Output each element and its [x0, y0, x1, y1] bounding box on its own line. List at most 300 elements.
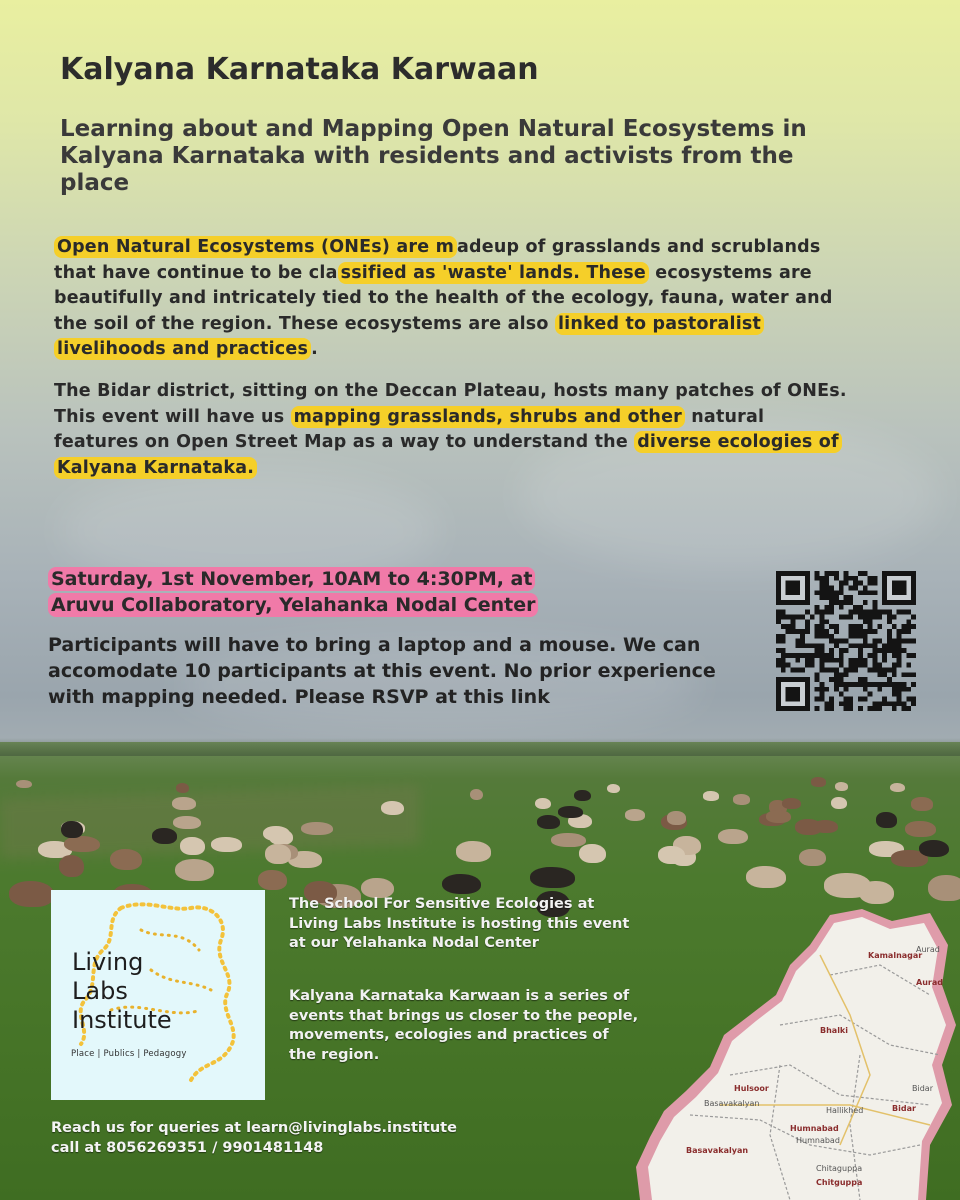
- qr-module: [790, 653, 795, 658]
- qr-module: [911, 614, 916, 619]
- highlight-text: linked to pastoralist livelihoods and practices: [54, 313, 764, 361]
- sheep: [890, 783, 905, 792]
- qr-module: [844, 600, 849, 605]
- qr-module: [897, 610, 902, 615]
- qr-module: [781, 614, 786, 619]
- map-label-basavakalyan: Basavakalyan: [686, 1146, 749, 1155]
- qr-module: [805, 624, 810, 629]
- map-label-hallikhed: Hallikhed: [826, 1106, 864, 1115]
- qr-module: [906, 610, 911, 615]
- qr-module: [858, 581, 863, 586]
- qr-module: [877, 614, 882, 619]
- qr-module: [892, 624, 897, 629]
- qr-module: [834, 643, 839, 648]
- qr-module: [829, 706, 834, 711]
- qr-module: [863, 639, 868, 644]
- qr-module: [834, 668, 839, 673]
- qr-module: [897, 634, 902, 639]
- qr-module: [848, 682, 853, 687]
- highlight-text: ssified as 'waste' lands. These: [338, 262, 649, 284]
- qr-module: [873, 610, 878, 615]
- qr-module: [873, 581, 878, 586]
- qr-module: [844, 687, 849, 692]
- qr-module: [795, 643, 800, 648]
- qr-module: [815, 697, 820, 702]
- qr-module: [853, 610, 858, 615]
- qr-module: [863, 634, 868, 639]
- qr-module: [868, 576, 873, 581]
- qr-module: [882, 668, 887, 673]
- qr-module: [839, 653, 844, 658]
- qr-module: [824, 653, 829, 658]
- event-datetime: [48, 566, 668, 618]
- qr-module: [897, 643, 902, 648]
- qr-module: [853, 668, 858, 673]
- qr-module: [858, 648, 863, 653]
- qr-finder-pattern: [786, 581, 800, 595]
- qr-module: [844, 571, 849, 576]
- qr-module: [897, 701, 902, 706]
- qr-module: [887, 614, 892, 619]
- sheep: [795, 819, 822, 835]
- qr-module: [853, 585, 858, 590]
- qr-module: [858, 610, 863, 615]
- qr-module: [863, 600, 868, 605]
- qr-module: [868, 643, 873, 648]
- qr-module: [844, 668, 849, 673]
- qr-module: [824, 585, 829, 590]
- qr-module: [844, 682, 849, 687]
- qr-module: [858, 682, 863, 687]
- qr-module: [800, 639, 805, 644]
- qr-module: [781, 634, 786, 639]
- qr-module: [800, 634, 805, 639]
- qr-module: [863, 590, 868, 595]
- qr-module: [819, 585, 824, 590]
- qr-module: [839, 590, 844, 595]
- qr-module: [911, 701, 916, 706]
- qr-module: [834, 658, 839, 663]
- qr-module: [824, 634, 829, 639]
- qr-module: [897, 682, 902, 687]
- qr-module: [906, 619, 911, 624]
- qr-module: [819, 595, 824, 600]
- qr-module: [858, 658, 863, 663]
- qr-module: [911, 672, 916, 677]
- qr-module: [911, 682, 916, 687]
- qr-module: [911, 653, 916, 658]
- qr-module: [848, 585, 853, 590]
- qr-module: [868, 614, 873, 619]
- qr-module: [800, 653, 805, 658]
- qr-module: [858, 624, 863, 629]
- qr-module: [902, 701, 907, 706]
- qr-module: [902, 648, 907, 653]
- qr-module: [781, 653, 786, 658]
- qr-module: [829, 658, 834, 663]
- qr-module: [829, 571, 834, 576]
- qr-module: [790, 629, 795, 634]
- sheep: [59, 855, 85, 877]
- qr-module: [882, 658, 887, 663]
- qr-module: [805, 619, 810, 624]
- paragraph-text: natural features on Open Street Map as a way to understand the: [54, 406, 765, 452]
- sheep: [269, 829, 294, 845]
- qr-module: [906, 624, 911, 629]
- qr-module: [873, 682, 878, 687]
- sheep: [456, 841, 491, 861]
- qr-module: [848, 668, 853, 673]
- qr-module: [800, 629, 805, 634]
- qr-module: [877, 701, 882, 706]
- qr-module: [839, 672, 844, 677]
- qr-module: [839, 692, 844, 697]
- qr-module: [819, 610, 824, 615]
- qr-module: [858, 590, 863, 595]
- qr-module: [873, 648, 878, 653]
- logo-wordmark: [72, 948, 172, 1035]
- qr-module: [892, 706, 897, 711]
- sheep: [746, 866, 786, 888]
- sheep: [718, 829, 747, 844]
- qr-module: [863, 697, 868, 702]
- qr-module: [863, 585, 868, 590]
- qr-module: [815, 648, 820, 653]
- qr-module: [810, 643, 815, 648]
- qr-module: [868, 610, 873, 615]
- qr-module: [882, 653, 887, 658]
- sheep: [301, 822, 333, 835]
- paragraph-text: .: [311, 339, 318, 359]
- qr-module: [873, 605, 878, 610]
- qr-module: [819, 581, 824, 586]
- map-label-chitaguppa-town: Chitaguppa: [816, 1164, 863, 1173]
- map-label-basavakalyan-town: Basavakalyan: [704, 1099, 760, 1108]
- map-label-humnabad: Humnabad: [790, 1124, 839, 1133]
- qr-module: [853, 682, 858, 687]
- contact-phone-line[interactable]: call at 8056269351 / 9901481148: [51, 1140, 324, 1156]
- qr-module: [848, 634, 853, 639]
- qr-module: [873, 590, 878, 595]
- qr-module: [906, 629, 911, 634]
- qr-module: [902, 687, 907, 692]
- qr-module: [834, 677, 839, 682]
- qr-module: [853, 643, 858, 648]
- qr-module: [824, 610, 829, 615]
- qr-module: [868, 590, 873, 595]
- qr-module: [795, 639, 800, 644]
- sheep: [876, 812, 897, 827]
- contact-email-line[interactable]: Reach us for queries at learn@livinglabs.institute: [51, 1120, 457, 1136]
- qr-module: [790, 619, 795, 624]
- qr-module: [897, 639, 902, 644]
- qr-module: [795, 653, 800, 658]
- logo-tagline: Place | Publics | Pedagogy: [71, 1049, 187, 1059]
- qr-module: [844, 648, 849, 653]
- qr-module: [839, 585, 844, 590]
- qr-module: [877, 706, 882, 711]
- qr-module: [815, 687, 820, 692]
- page-title: Kalyana Karnataka Karwaan: [60, 52, 539, 87]
- map-label-hulsoor: Hulsoor: [734, 1084, 769, 1093]
- qr-module: [848, 595, 853, 600]
- qr-module: [781, 610, 786, 615]
- qr-module: [815, 706, 820, 711]
- sheep: [625, 809, 645, 820]
- qr-module: [800, 643, 805, 648]
- qr-module: [906, 672, 911, 677]
- treeline: [0, 738, 960, 756]
- qr-module: [781, 663, 786, 668]
- qr-module: [848, 614, 853, 619]
- qr-module: [906, 687, 911, 692]
- qr-module: [868, 581, 873, 586]
- qr-module: [781, 668, 786, 673]
- qr-module: [863, 571, 868, 576]
- sheep: [442, 874, 481, 895]
- qr-module: [819, 619, 824, 624]
- qr-module: [892, 648, 897, 653]
- qr-module: [902, 629, 907, 634]
- qr-module: [887, 643, 892, 648]
- qr-module: [815, 590, 820, 595]
- qr-module: [911, 639, 916, 644]
- series-description: Kalyana Karnataka Karwaan is a series of events that brings us closer to the people, movements, ecologies and practices of the region.: [289, 988, 639, 1063]
- sheep: [180, 837, 205, 855]
- qr-module: [800, 668, 805, 673]
- qr-module: [781, 624, 786, 629]
- qr-module: [868, 624, 873, 629]
- qr-module: [776, 634, 781, 639]
- sheep: [258, 870, 287, 890]
- map-label-humnabad-town: Humnabad: [796, 1136, 840, 1145]
- qr-module: [897, 653, 902, 658]
- sheep: [470, 789, 484, 801]
- qr-module: [897, 697, 902, 702]
- qr-module: [853, 624, 858, 629]
- qr-finder-pattern: [786, 687, 800, 701]
- sheep: [16, 780, 31, 789]
- qr-module: [819, 697, 824, 702]
- page-subtitle: Learning about and Mapping Open Natural Ecosystems in Kalyana Karnataka with residents and activists from the place: [60, 116, 807, 196]
- qr-module: [819, 668, 824, 673]
- qr-module: [848, 663, 853, 668]
- qr-module: [848, 706, 853, 711]
- qr-module: [829, 624, 834, 629]
- sheep: [905, 821, 936, 837]
- qr-module: [824, 571, 829, 576]
- qr-module: [776, 648, 781, 653]
- qr-module: [834, 682, 839, 687]
- qr-module: [844, 672, 849, 677]
- qr-module: [873, 600, 878, 605]
- qr-module: [863, 658, 868, 663]
- qr-module: [815, 672, 820, 677]
- qr-module: [887, 701, 892, 706]
- qr-module: [882, 682, 887, 687]
- qr-module: [906, 697, 911, 702]
- qr-module: [844, 706, 849, 711]
- qr-module: [824, 590, 829, 595]
- qr-module: [882, 701, 887, 706]
- qr-module: [892, 701, 897, 706]
- qr-module: [810, 658, 815, 663]
- qr-module: [824, 581, 829, 586]
- qr-module: [824, 668, 829, 673]
- qr-module: [863, 663, 868, 668]
- qr-module: [858, 697, 863, 702]
- qr-module: [873, 706, 878, 711]
- qr-module: [844, 614, 849, 619]
- qr-module: [829, 634, 834, 639]
- qr-module: [887, 639, 892, 644]
- qr-module: [882, 672, 887, 677]
- sheep: [831, 797, 847, 809]
- sheep: [607, 784, 620, 793]
- sheep: [61, 821, 82, 839]
- qr-module: [858, 677, 863, 682]
- qr-module: [892, 663, 897, 668]
- highlight-text: diverse ecologies of Kalyana Karnataka.: [54, 431, 842, 479]
- qr-module: [781, 639, 786, 644]
- qr-module: [906, 663, 911, 668]
- logo-line: Institute: [72, 1006, 172, 1034]
- qr-module: [805, 643, 810, 648]
- qr-module: [834, 639, 839, 644]
- qr-module: [839, 600, 844, 605]
- qr-module: [877, 687, 882, 692]
- qr-module: [858, 634, 863, 639]
- qr-module: [819, 682, 824, 687]
- qr-module: [853, 634, 858, 639]
- sheep: [658, 846, 685, 864]
- qr-module: [810, 663, 815, 668]
- qr-module: [892, 614, 897, 619]
- sheep: [574, 790, 590, 802]
- qr-module: [786, 629, 791, 634]
- host-description: The School For Sensitive Ecologies at Living Labs Institute is hosting this event at our Yelahanka Nodal Center: [289, 896, 630, 951]
- qr-module: [848, 576, 853, 581]
- qr-module: [790, 624, 795, 629]
- qr-module: [853, 576, 858, 581]
- qr-module: [858, 605, 863, 610]
- event-venue-line: Aruvu Collaboratory, Yelahanka Nodal Center: [48, 593, 538, 617]
- sheep: [175, 859, 215, 881]
- logo-line: Labs: [72, 977, 128, 1005]
- qr-module: [902, 672, 907, 677]
- qr-module: [819, 634, 824, 639]
- qr-module: [819, 614, 824, 619]
- qr-module: [892, 653, 897, 658]
- qr-module: [795, 614, 800, 619]
- qr-module: [786, 653, 791, 658]
- qr-module: [829, 610, 834, 615]
- qr-module: [790, 668, 795, 673]
- sheep: [835, 782, 848, 791]
- qr-module: [776, 610, 781, 615]
- qr-module: [848, 600, 853, 605]
- qr-module: [853, 605, 858, 610]
- qr-module: [897, 692, 902, 697]
- qr-module: [844, 595, 849, 600]
- qr-module: [829, 585, 834, 590]
- qr-module: [906, 639, 911, 644]
- qr-module: [863, 614, 868, 619]
- qr-module: [781, 658, 786, 663]
- qr-module: [911, 624, 916, 629]
- qr-module: [839, 614, 844, 619]
- intro-paragraph-2: [54, 379, 854, 481]
- qr-module: [853, 629, 858, 634]
- qr-module: [834, 600, 839, 605]
- qr-module: [858, 629, 863, 634]
- qr-module: [897, 687, 902, 692]
- qr-module: [819, 576, 824, 581]
- living-labs-logo: [51, 890, 265, 1100]
- qr-module: [824, 701, 829, 706]
- qr-finder-pattern: [892, 581, 906, 595]
- qr-module: [786, 614, 791, 619]
- qr-module: [815, 576, 820, 581]
- qr-module: [824, 706, 829, 711]
- qr-module: [858, 663, 863, 668]
- qr-module: [848, 643, 853, 648]
- qr-module: [902, 682, 907, 687]
- qr-module: [829, 701, 834, 706]
- sheep: [928, 875, 960, 901]
- sheep: [530, 867, 575, 888]
- qr-module: [824, 687, 829, 692]
- sheep: [911, 797, 932, 810]
- qr-module: [892, 668, 897, 673]
- qr-module: [795, 658, 800, 663]
- qr-module: [906, 653, 911, 658]
- qr-module: [853, 581, 858, 586]
- qr-module: [790, 614, 795, 619]
- qr-module: [863, 682, 868, 687]
- qr-module: [844, 581, 849, 586]
- qr-module: [868, 682, 873, 687]
- map-label-chitguppa: Chitguppa: [816, 1178, 863, 1187]
- qr-module: [877, 668, 882, 673]
- qr-module: [786, 624, 791, 629]
- qr-module: [887, 677, 892, 682]
- qr-module: [805, 658, 810, 663]
- qr-module: [873, 643, 878, 648]
- bidar-district-map: [630, 905, 960, 1200]
- qr-module: [892, 687, 897, 692]
- qr-module: [810, 614, 815, 619]
- qr-module: [829, 605, 834, 610]
- sheep: [211, 837, 242, 852]
- qr-module: [819, 624, 824, 629]
- qr-module: [834, 590, 839, 595]
- qr-module: [853, 658, 858, 663]
- qr-module: [863, 610, 868, 615]
- qr-module: [887, 648, 892, 653]
- qr-module: [868, 692, 873, 697]
- rsvp-qr-code[interactable]: [776, 566, 916, 716]
- map-label-bhalki: Bhalki: [820, 1026, 848, 1035]
- qr-module: [776, 614, 781, 619]
- qr-module: [834, 571, 839, 576]
- sheep: [535, 798, 551, 810]
- map-label-bidar-taluk: Bidar: [892, 1104, 916, 1113]
- qr-module: [834, 687, 839, 692]
- qr-module: [824, 576, 829, 581]
- qr-module: [829, 677, 834, 682]
- contact-info: [51, 1118, 611, 1158]
